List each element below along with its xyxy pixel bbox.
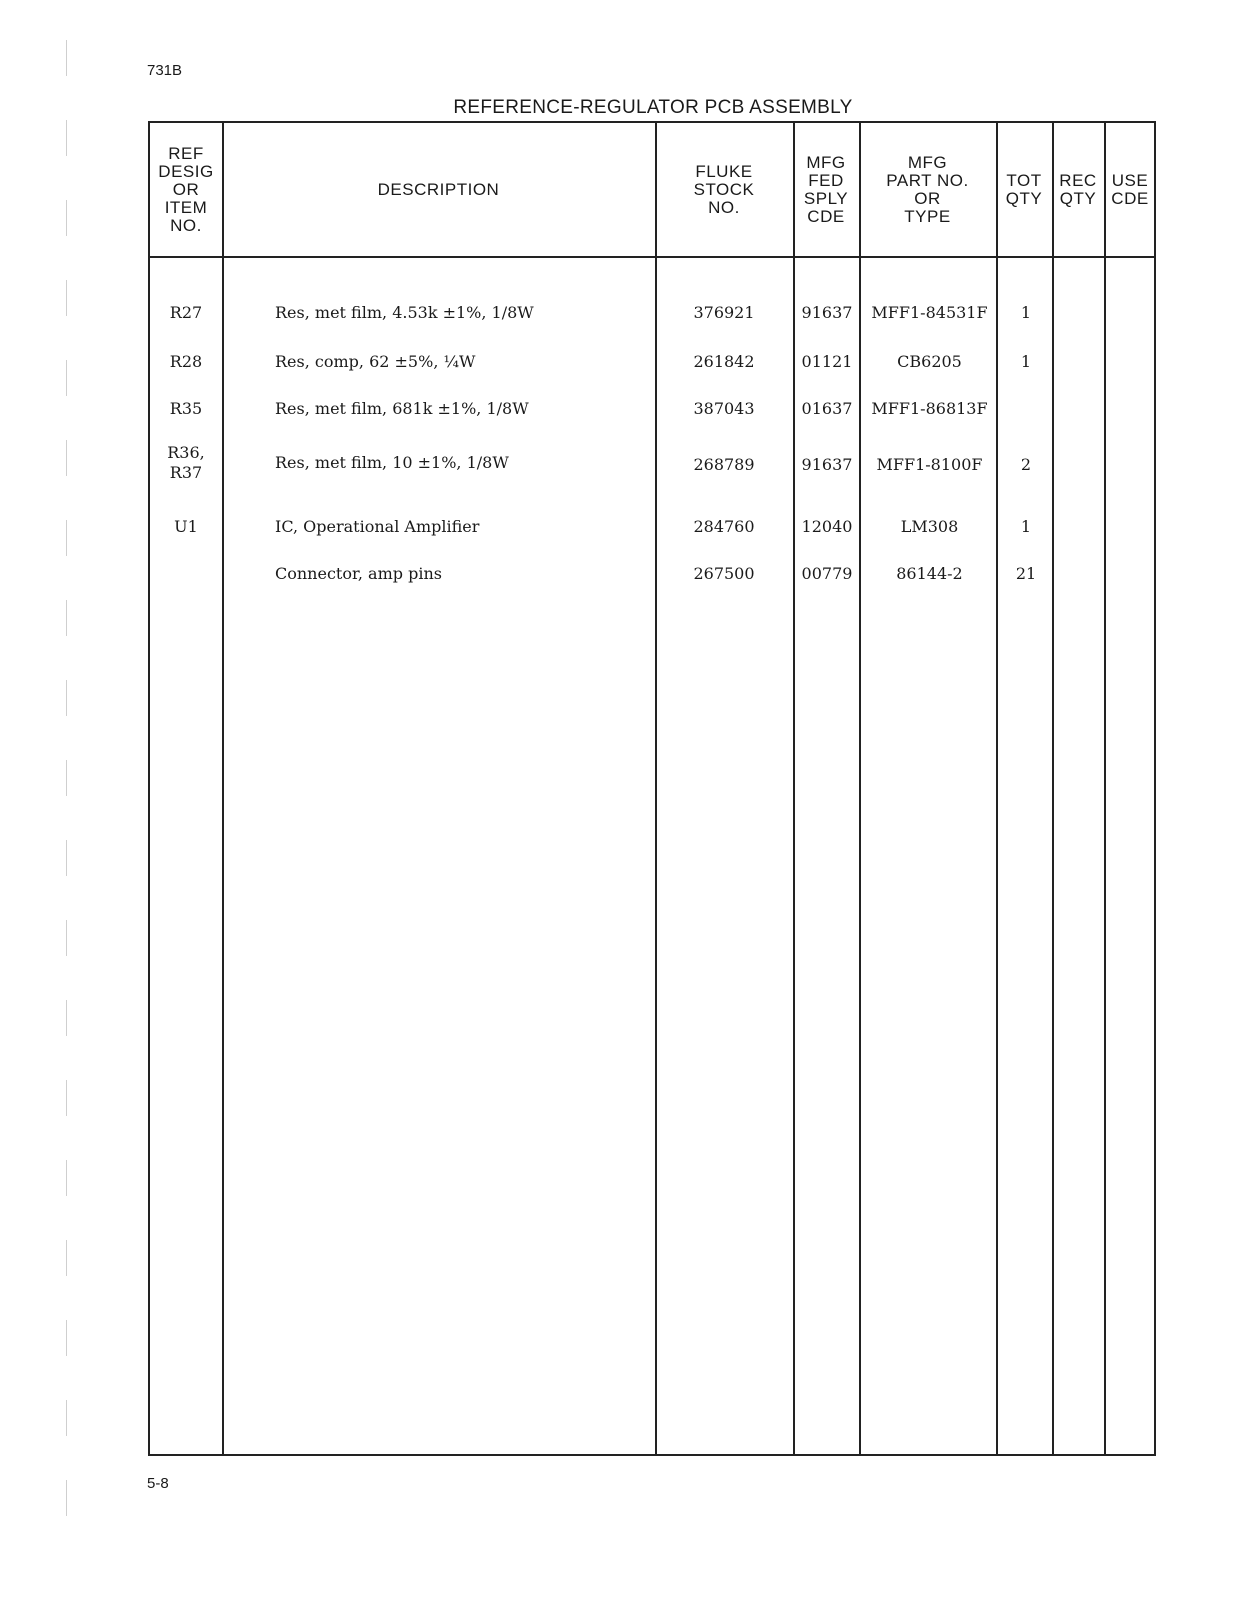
scan-margin-mark [66,680,67,716]
scan-margin-mark [66,200,67,236]
part-no: CB6205 [897,352,962,371]
stock-no: 376921 [693,303,755,322]
description: IC, Operational Amplifier [275,517,480,536]
scan-margin-mark [66,40,67,76]
scan-margin-mark [66,440,67,476]
fed-sply-cde: 91637 [801,455,853,474]
scan-margin-mark [66,1080,67,1116]
description: Res, comp, 62 ±5%, ¼W [275,352,476,371]
header-tot-qty: TOT QTY [1005,170,1043,208]
header-ref-desig: REF DESIG OR ITEM NO. [158,143,214,235]
header-mfg-part-no: MFG PART NO. OR TYPE [886,152,969,226]
part-no: LM308 [900,517,959,536]
header-rec-qty: REC QTY [1059,170,1097,208]
scan-margin-mark [66,1400,67,1436]
fed-sply-cde: 00779 [801,564,853,583]
tot-qty: 1 [1020,303,1032,322]
scan-margin-mark [66,1320,67,1356]
part-no: MFF1-8100F [876,455,983,474]
header-mfg-fed-sply-cde: MFG FED SPLY CDE [803,152,849,226]
table-row [150,443,1154,493]
table-title: REFERENCE-REGULATOR PCB ASSEMBLY [453,97,853,118]
scan-margin-mark [66,1160,67,1196]
fed-sply-cde: 01121 [801,352,853,371]
scan-margin-mark [66,1240,67,1276]
parts-list-table [148,121,1156,1456]
scan-margin-mark [66,1480,67,1516]
header-description: DESCRIPTION [377,179,500,199]
ref-desig: R35 [169,399,203,418]
scan-margin-mark [66,1000,67,1036]
stock-no: 267500 [693,564,755,583]
model-number: 731B [147,62,183,79]
tot-qty: 2 [1020,455,1032,474]
ref-desig: R36, R37 [167,443,205,482]
scan-margin-mark [66,840,67,876]
tot-qty: 1 [1020,352,1032,371]
stock-no: 261842 [693,352,755,371]
part-no: 86144-2 [896,564,963,583]
stock-no: 284760 [693,517,755,536]
header-fluke-stock-no: FLUKE STOCK NO. [693,161,755,217]
scan-margin-mark [66,280,67,316]
tot-qty: 1 [1020,517,1032,536]
description: Res, met film, 4.53k ±1%, 1/8W [275,303,534,322]
part-no: MFF1-86813F [871,399,988,418]
page-number: 5-8 [147,1475,169,1492]
header-divider [150,256,1154,258]
tot-qty: 21 [1015,564,1037,583]
table-row [150,399,1154,439]
table-row [150,303,1154,343]
fed-sply-cde: 12040 [801,517,853,536]
fed-sply-cde: 91637 [801,303,853,322]
scan-margin-mark [66,120,67,156]
fed-sply-cde: 01637 [801,399,853,418]
table-row [150,517,1154,557]
table-row [150,352,1154,392]
scan-margin-mark [66,360,67,396]
stock-no: 387043 [693,399,755,418]
scan-margin-mark [66,760,67,796]
description: Connector, amp pins [275,564,442,583]
scan-margin-mark [66,600,67,636]
ref-desig: U1 [174,517,198,536]
header-use-cde: USE CDE [1111,170,1149,208]
ref-desig: R27 [169,303,203,322]
scan-margin-mark [66,920,67,956]
scan-margin-mark [66,520,67,556]
description: Res, met film, 10 ±1%, 1/8W [275,453,509,472]
ref-desig: R28 [169,352,203,371]
stock-no: 268789 [693,455,755,474]
part-no: MFF1-84531F [871,303,988,322]
description: Res, met film, 681k ±1%, 1/8W [275,399,529,418]
table-row [150,564,1154,604]
